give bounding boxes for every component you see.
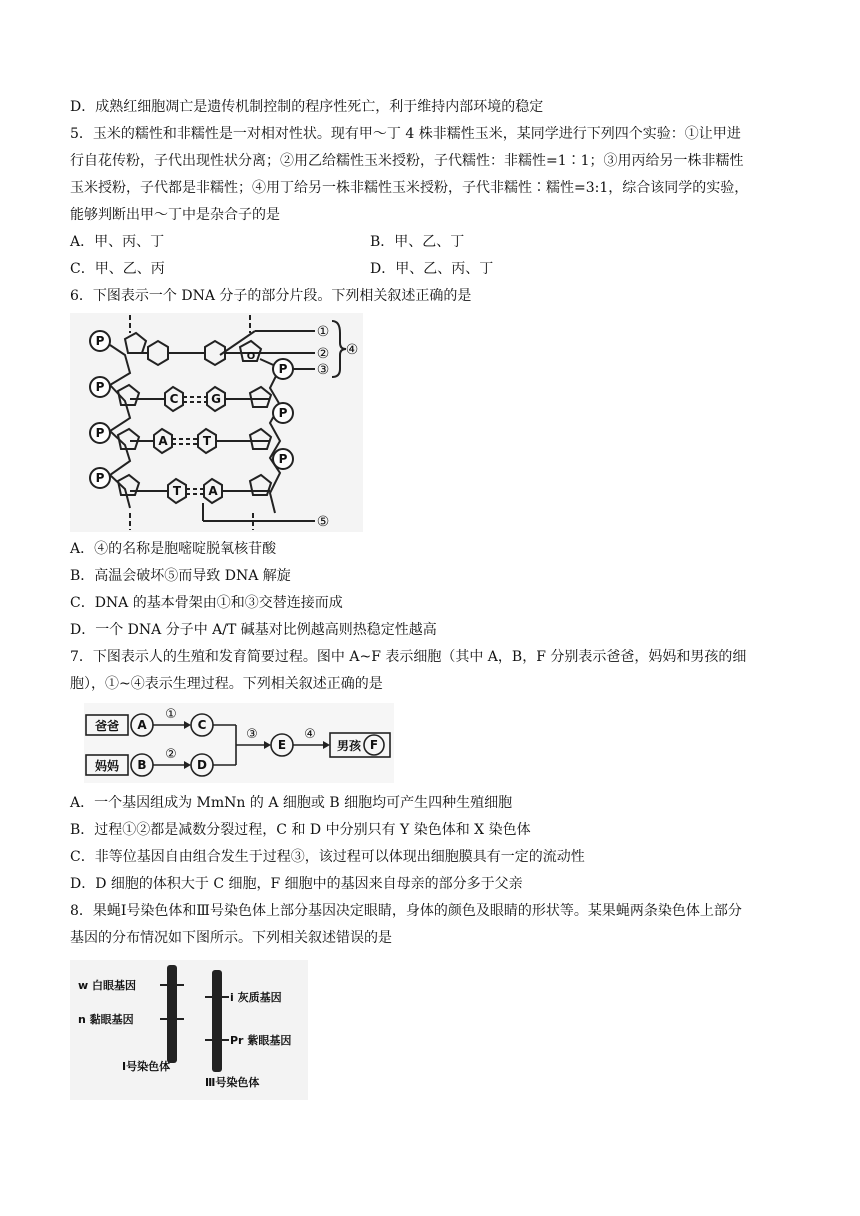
gene-n-label: n 黏眼基因 bbox=[78, 1013, 134, 1026]
q5-option-d: D．甲、乙、丙、丁 bbox=[370, 261, 494, 277]
q6-stem: 6．下图表示一个 DNA 分子的部分片段。下列相关叙述正确的是 bbox=[70, 288, 472, 304]
chromosome-3-label: Ⅲ号染色体 bbox=[205, 1076, 260, 1089]
base-label: T bbox=[172, 484, 182, 498]
phosphate-label: P bbox=[95, 334, 105, 348]
q6-option-b: B．高温会破坏⑤而导致 DNA 解旋 bbox=[70, 568, 291, 584]
chromosome-gene-map bbox=[70, 960, 308, 1100]
step-label: ② bbox=[165, 747, 177, 762]
dad-label: 爸爸 bbox=[94, 719, 120, 733]
gene-i-label: i 灰质基因 bbox=[230, 991, 282, 1004]
label-4: ④ bbox=[345, 342, 359, 358]
q5-option-c: C．甲、乙、丙 bbox=[70, 261, 165, 277]
phosphate-label: P bbox=[95, 380, 105, 394]
gene-pr-label: Pr 紫眼基因 bbox=[230, 1034, 292, 1047]
q7-option-a: A．一个基因组成为 MmNn 的 A 细胞或 B 细胞均可产生四种生殖细胞 bbox=[70, 795, 513, 811]
chromosome-figure bbox=[70, 960, 308, 1100]
reproduction-figure bbox=[84, 703, 394, 783]
dna-figure bbox=[70, 313, 363, 532]
cell-label: A bbox=[137, 718, 147, 732]
label-1: ① bbox=[316, 324, 330, 340]
step-label: ① bbox=[165, 707, 177, 722]
chromosome-1-label: Ⅰ号染色体 bbox=[122, 1060, 171, 1073]
q8-stem-line: 8．果蝇Ⅰ号染色体和Ⅲ号染色体上部分基因决定眼睛，身体的颜色及眼睛的形状等。某果蝇两条染色体上部分 bbox=[70, 903, 742, 919]
gene-w-label: w 白眼基因 bbox=[78, 979, 136, 992]
label-3: ③ bbox=[316, 362, 330, 378]
cell-label: D bbox=[197, 758, 207, 772]
q5-option-b: B．甲、乙、丁 bbox=[370, 234, 465, 250]
q7-option-d: D．D 细胞的体积大于 C 细胞，F 细胞中的基因来自母亲的部分多于父亲 bbox=[70, 876, 523, 892]
cell-label: C bbox=[197, 718, 207, 732]
q6-option-d: D．一个 DNA 分子中 A/T 碱基对比例越高则热稳定性越高 bbox=[70, 622, 437, 638]
q5-stem-line: 能够判断出甲～丁中是杂合子的是 bbox=[70, 207, 280, 223]
step-label: ④ bbox=[304, 727, 316, 742]
q4-option-d: D．成熟红细胞凋亡是遗传机制控制的程序性死亡，利于维持内部环境的稳定 bbox=[70, 99, 544, 115]
phosphate-label: P bbox=[95, 471, 105, 485]
q5-option-a: A．甲、丙、丁 bbox=[70, 234, 165, 250]
step-label: ③ bbox=[246, 727, 258, 742]
q8-stem-line: 基因的分布情况如下图所示。下列相关叙述错误的是 bbox=[70, 930, 392, 946]
boy-label: 男孩 bbox=[336, 739, 362, 753]
dna-structure-diagram bbox=[70, 313, 363, 532]
q7-option-c: C．非等位基因自由组合发生于过程③，该过程可以体现出细胞膜具有一定的流动性 bbox=[70, 849, 585, 865]
cell-label: B bbox=[137, 758, 147, 772]
cell-label: F bbox=[369, 738, 379, 752]
cell-label: E bbox=[277, 738, 287, 752]
label-2: ② bbox=[316, 346, 330, 362]
q7-stem-line: 胞），①~④表示生理过程。下列相关叙述正确的是 bbox=[70, 676, 383, 692]
base-label: C bbox=[169, 392, 179, 406]
label-5: ⑤ bbox=[316, 514, 330, 530]
q6-option-c: C．DNA 的基本骨架由①和③交替连接而成 bbox=[70, 595, 343, 611]
q5-stem-line: 玉米授粉，子代都是非糯性；④用丁给另一株非糯性玉米授粉，子代非糯性∶糯性=3:1，综合该同学的实验， bbox=[70, 180, 749, 196]
base-label: G bbox=[211, 392, 221, 406]
sugar-oxygen-label: O bbox=[246, 351, 256, 362]
base-label: A bbox=[208, 484, 218, 498]
base-label: A bbox=[158, 434, 168, 448]
phosphate-label: P bbox=[278, 406, 288, 420]
mom-label: 妈妈 bbox=[94, 759, 120, 773]
q5-stem-line: 行自花传粉，子代出现性状分离；②用乙给糯性玉米授粉，子代糯性：非糯性=1∶1；③用丙给另一株非糯性 bbox=[70, 153, 744, 169]
q6-option-a: A．④的名称是胞嘧啶脱氧核苷酸 bbox=[70, 541, 277, 557]
phosphate-label: P bbox=[95, 426, 105, 440]
q5-stem-line: 5．玉米的糯性和非糯性是一对相对性状。现有甲～丁 4 株非糯性玉米，某同学进行下列四个实验：①让甲进 bbox=[70, 126, 741, 142]
phosphate-label: P bbox=[278, 362, 288, 376]
base-label: T bbox=[202, 434, 212, 448]
phosphate-label: P bbox=[278, 452, 288, 466]
reproduction-flow-diagram bbox=[84, 703, 394, 783]
q7-stem-line: 7．下图表示人的生殖和发育简要过程。图中 A~F 表示细胞（其中 A，B，F 分别表示爸爸，妈妈和男孩的细 bbox=[70, 649, 747, 665]
q7-option-b: B．过程①②都是减数分裂过程，C 和 D 中分别只有 Y 染色体和 X 染色体 bbox=[70, 822, 531, 838]
